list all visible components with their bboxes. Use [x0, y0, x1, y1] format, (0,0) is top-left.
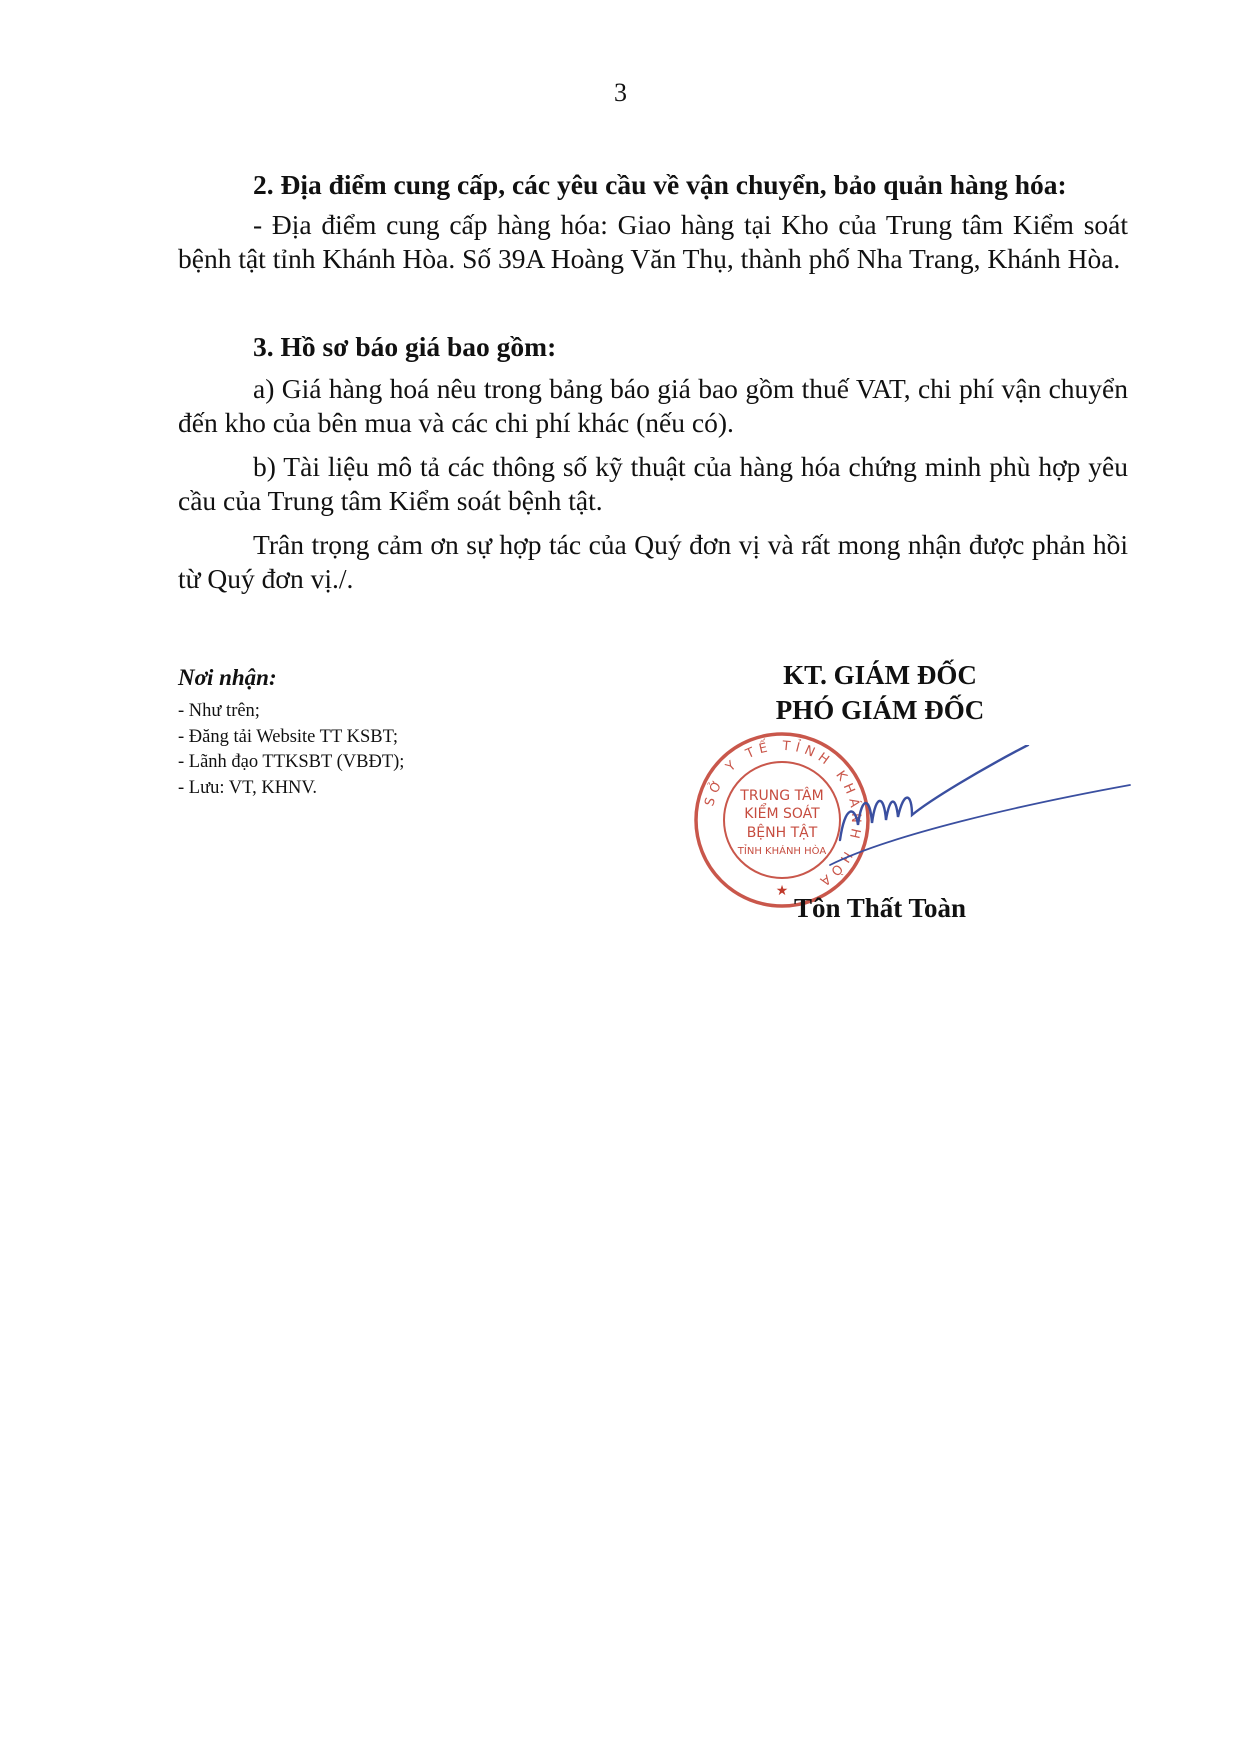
signature-title-line1: KT. GIÁM ĐỐC [783, 660, 977, 690]
stamp-star-icon: ★ [775, 884, 789, 899]
signer-name: Tôn Thất Toàn [793, 893, 967, 923]
stamp-line-4: TỈNH KHÁNH HÒA [737, 846, 827, 857]
recipient-item: - Lưu: VT, KHNV. [178, 777, 318, 798]
handwritten-signature [820, 745, 1140, 875]
recipient-item: - Đăng tải Website TT KSBT; [178, 726, 398, 747]
section-2 [178, 168, 1128, 276]
recipients-title: Nơi nhận: [178, 665, 277, 690]
recipient-item: - Lãnh đạo TTKSBT (VBĐT); [178, 752, 405, 772]
closing-paragraph: Trân trọng cảm ơn sự hợp tác của Quý đơn vị và rất mong nhận được phản hồi từ Quý đơn vị./. [178, 529, 1128, 594]
page-number: 3 [614, 78, 627, 107]
stamp-line-1: TRUNG TÂM [740, 788, 824, 804]
section-3-heading: 3. Hồ sơ báo giá bao gồm: [253, 331, 557, 362]
section-2-heading: 2. Địa điểm cung cấp, các yêu cầu về vận chuyển, bảo quản hàng hóa: [253, 169, 1067, 200]
recipients-list [178, 699, 598, 801]
stamp-ring-text: SỞ Y TẾ TỈNH KHÁNH HÒA [702, 738, 864, 892]
signature-title-line2: PHÓ GIÁM ĐỐC [775, 695, 985, 725]
section-3 [178, 330, 1128, 596]
section-2-paragraph: - Địa điểm cung cấp hàng hóa: Giao hàng tại Kho của Trung tâm Kiểm soát bệnh tật tỉnh Khánh Hòa. Số 39A Hoàng Văn Thụ, thành phố Nha Trang, Khánh Hòa. [178, 209, 1128, 274]
section-3-item-a: a) Giá hàng hoá nêu trong bảng báo giá bao gồm thuế VAT, chi phí vận chuyển đến kho của bên mua và các chi phí khác (nếu có). [178, 373, 1128, 438]
recipients-block [178, 665, 598, 801]
signature-block [700, 658, 1060, 728]
stamp-line-3: BỆNH TẬT [746, 825, 818, 841]
section-3-item-b: b) Tài liệu mô tả các thông số kỹ thuật của hàng hóa chứng minh phù hợp yêu cầu của Trung tâm Kiểm soát bệnh tật. [178, 451, 1128, 516]
stamp-line-2: KIỂM SOÁT [744, 806, 820, 822]
recipient-item: - Như trên; [178, 701, 260, 721]
